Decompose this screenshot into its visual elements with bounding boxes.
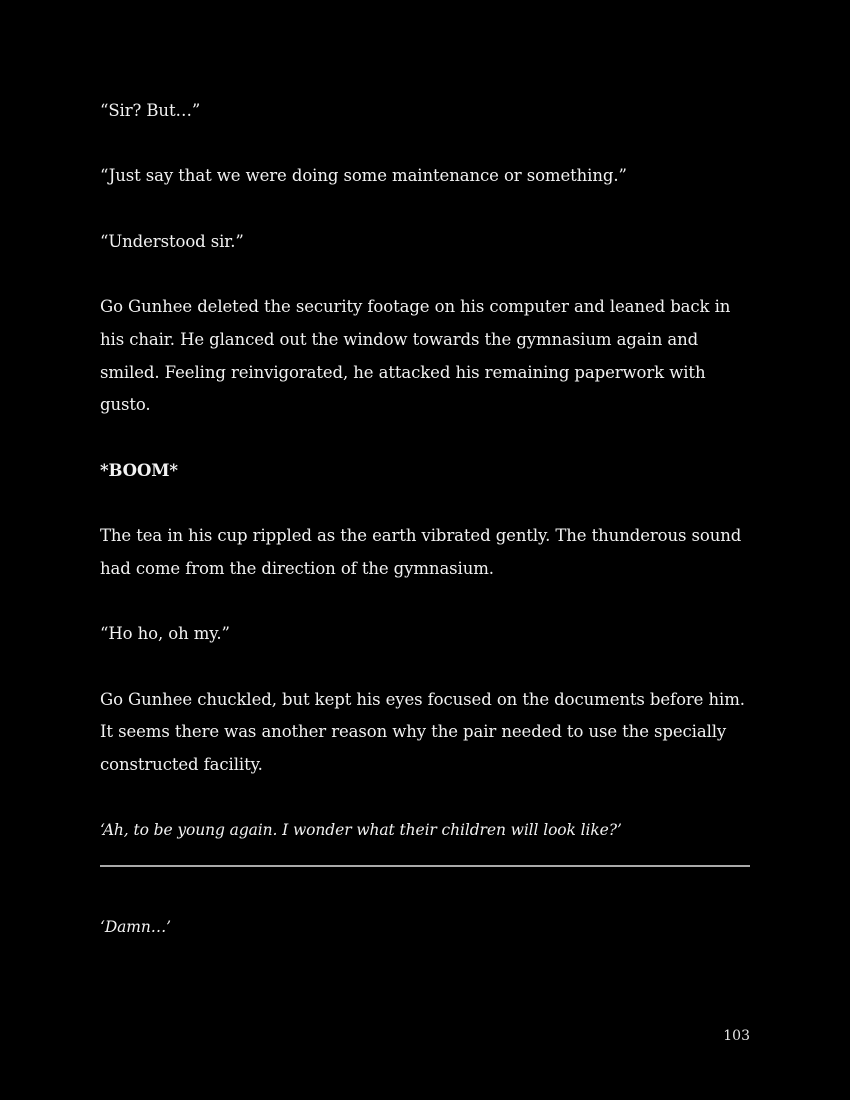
dialogue-paragraph: “Sir? But…” [100,101,201,120]
sound-effect-paragraph: *BOOM* [100,460,178,480]
page-number: 103 [723,1028,750,1044]
thought-paragraph: ‘Damn…’ [100,918,172,936]
dialogue-paragraph: “Just say that we were doing some maintenance or something.” [100,166,627,186]
thought-paragraph: ‘Ah, to be young again. I wonder what their children will look like?’ [100,821,622,840]
scene-break-divider [100,865,750,867]
scene-after-break [100,911,750,944]
chapter-body [100,95,750,847]
narrative-paragraph: Go Gunhee deleted the security footage on his computer and leaned back in his chair. He glanced out the window towards the gymnasium again and smiled. Feeling reinvigorated, he attacked his remaining paperwork with gusto. [100,297,731,415]
narrative-paragraph: Go Gunhee chuckled, but kept his eyes focused on the documents before him. It seems there was another reason why the pair needed to use the specially constructed facility. [100,689,745,774]
dialogue-paragraph: “Ho ho, oh my.” [100,624,230,644]
narrative-paragraph: The tea in his cup rippled as the earth vibrated gently. The thunderous sound had come from the direction of the gymnasium. [100,526,742,578]
dialogue-paragraph: “Understood sir.” [100,231,244,251]
